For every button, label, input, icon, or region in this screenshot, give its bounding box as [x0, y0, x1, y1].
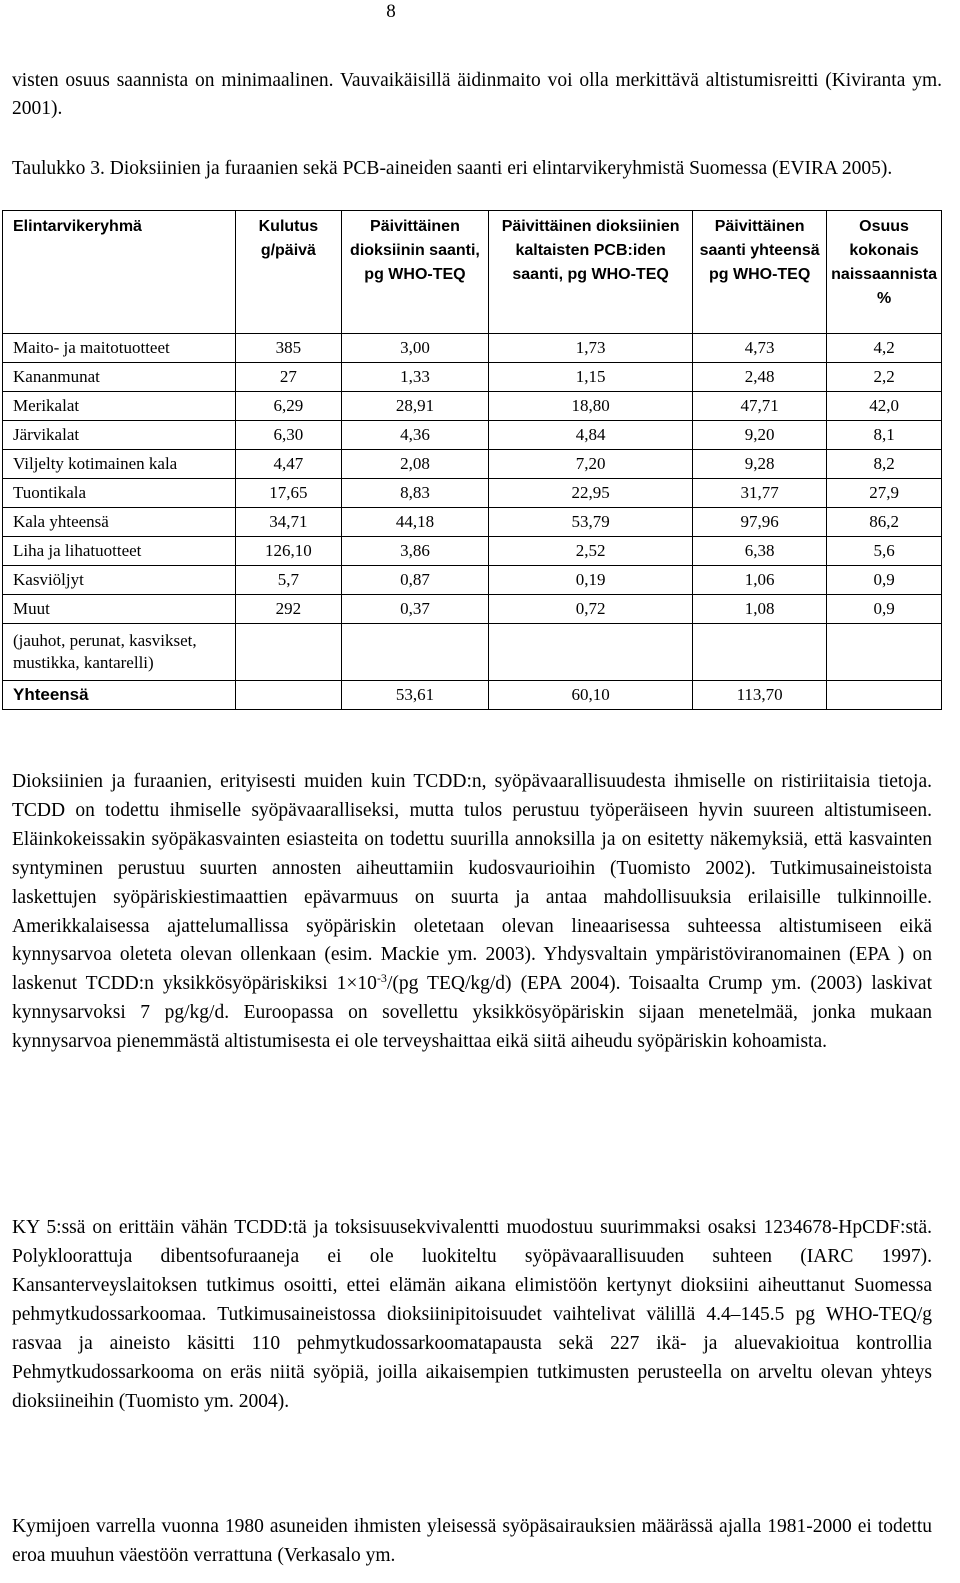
cell-total: 97,96: [693, 508, 827, 537]
table-row: [3, 363, 942, 392]
cell-food-group: Kasviöljyt: [3, 566, 236, 595]
cell-note: (jauhot, perunat, kasvikset, mustikka, kantarelli): [3, 624, 236, 681]
cell-food-group: Viljelty kotimainen kala: [3, 450, 236, 479]
cell-dioxin: 8,83: [341, 479, 488, 508]
table-header-row: [3, 211, 942, 334]
cell-share: 4,2: [827, 334, 942, 363]
cell-share: 86,2: [827, 508, 942, 537]
cell-dioxin: 0,87: [341, 566, 488, 595]
paragraph-text: Dioksiinien ja furaanien, erityisesti muiden kuin TCDD:n, syöpävaarallisuudesta ihmiselle on ristiriitaisia tietoja. TCDD on todettu ihmiselle syöpävaaralliseksi, mutta tulos perustuu työperäiseen hyvin suureen altistumiseen. Eläinkokeissakin syöpäkasvainten esiasteita on todettu suurilla annoksilla ja on esitetty näkemyksiä, että kasvainten syntyminen perustuu suurten annosten aiheuttamiin kudosvaurioihin (Tuomisto 2002). Tutkimusaineistoista laskettujen syöpäriskiestimaattien epävarmuus on suurta ja antaa mahdollisuuksia erilaisille tulkinnoille. Amerikkalaisessa ajattelumallissa syöpäriskin oletetaan olevan lineaarisessa suhteessa altistumiseen eikä kynnysarvoa oleteta olevan ollenkaan (esim. Mackie ym. 2003). Yhdysvaltain ympäristöviranomainen (EPA ) on laskenut TCDD:n yksikkösyöpäriskiksi 1×10: [12, 771, 932, 995]
page-number: 8: [386, 1, 396, 22]
cell-share: 42,0: [827, 392, 942, 421]
cell-food-group: Liha ja lihatuotteet: [3, 537, 236, 566]
cell-pcb: 7,20: [489, 450, 693, 479]
cell-dioxin: 2,08: [341, 450, 488, 479]
cell-empty: [489, 624, 693, 681]
cell-share: 8,1: [827, 421, 942, 450]
cell-food-group: Kala yhteensä: [3, 508, 236, 537]
table-row: [3, 450, 942, 479]
header-share: Osuus kokonais naissaannista %: [827, 211, 942, 334]
cell-consumption: 5,7: [235, 566, 341, 595]
cell-pcb: 2,52: [489, 537, 693, 566]
paragraph-kymijoki: Kymijoen varrella vuonna 1980 asuneiden ihmisten yleisessä syöpäsairauksien määrässä ajalla 1981-2000 ei todettu eroa muuhun väestöön verrattuna (Verkasalo ym.: [12, 1516, 932, 1566]
cell-empty: [827, 624, 942, 681]
cell-consumption: 6,30: [235, 421, 341, 450]
header-food-group: Elintarvikeryhmä: [3, 211, 236, 334]
cell-dioxin: 4,36: [341, 421, 488, 450]
table-caption: Taulukko 3. Dioksiinien ja furaanien sekä PCB-aineiden saanti eri elintarvikeryhmistä Suomessa (EVIRA 2005).: [12, 158, 893, 179]
cell-dioxin: 0,37: [341, 595, 488, 624]
cell-pcb: 0,19: [489, 566, 693, 595]
paragraph-text: /(pg TEQ/kg/d) (EPA 2004). Toisaalta Crump ym. (2003) laskivat kynnysarvoksi 7 pg/kg/d. Euroopassa on sovellettu yksikkösyöpäriskin sijaan menetelmää, jonka mukaan kynnysarvoa pienemmästä altistumisesta ei ole terveyshaittaa eikä siitä aiheudu syöpäriskin kohoamista.: [12, 973, 932, 1053]
cell-consumption: [235, 681, 341, 710]
cell-dioxin: 1,33: [341, 363, 488, 392]
cell-food-group: Tuontikala: [3, 479, 236, 508]
cell-consumption: 17,65: [235, 479, 341, 508]
cell-pcb: 4,84: [489, 421, 693, 450]
cell-total: 9,20: [693, 421, 827, 450]
table-row: [3, 595, 942, 624]
cell-pcb: 18,80: [489, 392, 693, 421]
cell-total: 2,48: [693, 363, 827, 392]
intro-paragraph: visten osuus saannista on minimaalinen. Vauvaikäisillä äidinmaito voi olla merkittävä altistumisreitti (Kiviranta ym. 2001).: [12, 70, 942, 119]
cell-dioxin: 44,18: [341, 508, 488, 537]
cell-total: 1,08: [693, 595, 827, 624]
cell-total: 31,77: [693, 479, 827, 508]
cell-consumption: 292: [235, 595, 341, 624]
cell-share: 27,9: [827, 479, 942, 508]
cell-share: 5,6: [827, 537, 942, 566]
header-pcb-intake: Päivittäinen dioksiinien kaltaisten PCB:iden saanti, pg WHO-TEQ: [489, 211, 693, 334]
cell-dioxin: 53,61: [341, 681, 488, 710]
cell-consumption: 4,47: [235, 450, 341, 479]
cell-total: 6,38: [693, 537, 827, 566]
cell-dioxin: 3,86: [341, 537, 488, 566]
table-total-row: [3, 681, 942, 710]
cell-dioxin: 28,91: [341, 392, 488, 421]
cell-total: 9,28: [693, 450, 827, 479]
table-row: [3, 508, 942, 537]
cell-share: [827, 681, 942, 710]
cell-food-group: Kananmunat: [3, 363, 236, 392]
cell-empty: [235, 624, 341, 681]
cell-pcb: 22,95: [489, 479, 693, 508]
cell-food-group: Muut: [3, 595, 236, 624]
cell-dioxin: 3,00: [341, 334, 488, 363]
cell-consumption: 6,29: [235, 392, 341, 421]
table-row: [3, 334, 942, 363]
cell-total-label: Yhteensä: [3, 681, 236, 710]
cell-total: 113,70: [693, 681, 827, 710]
table-note-row: [3, 624, 942, 681]
cell-total: 1,06: [693, 566, 827, 595]
cell-consumption: 34,71: [235, 508, 341, 537]
table-row: [3, 537, 942, 566]
cell-share: 0,9: [827, 566, 942, 595]
cell-share: 2,2: [827, 363, 942, 392]
cell-empty: [341, 624, 488, 681]
cell-pcb: 1,73: [489, 334, 693, 363]
cell-food-group: Maito- ja maitotuotteet: [3, 334, 236, 363]
table-row: [3, 421, 942, 450]
cell-pcb: 0,72: [489, 595, 693, 624]
paragraph-ky5: KY 5:ssä on erittäin vähän TCDD:tä ja toksisuusekvivalentti muodostuu suurimmaksi osaksi 1234678-HpCDF:stä. Polykloorattuja dibentsofuraaneja ei ole luokiteltu syöpävaarallisuuden suhteen (IARC 1997). Kansanterveyslaitoksen tutkimus osoitti, ettei elämän aikana elimistöön kertynyt dioksiini aiheuttanut Suomessa pehmytkudossarkoomaa. Tutkimusaineistossa dioksiinipitoisuudet vaihtelivat välillä 4.4–145.5 pg WHO-TEQ/g rasvaa ja aineisto käsitti 110 pehmytkudossarkoomatapausta sekä 227 ikä- ja aluevakioitua kontrollia Pehmytkudossarkooma on eräs niitä syöpiä, joilla aikaisempien tutkimusten perusteella on arveltu olevan yhteys dioksiineihin (Tuomisto ym. 2004).: [12, 1217, 932, 1412]
cell-food-group: Merikalat: [3, 392, 236, 421]
exponent: -3: [376, 971, 387, 986]
cell-consumption: 126,10: [235, 537, 341, 566]
table-row: [3, 392, 942, 421]
table-row: [3, 479, 942, 508]
cell-share: 0,9: [827, 595, 942, 624]
cell-empty: [693, 624, 827, 681]
cell-total: 4,73: [693, 334, 827, 363]
table-row: [3, 566, 942, 595]
cell-pcb: 60,10: [489, 681, 693, 710]
cell-total: 47,71: [693, 392, 827, 421]
cell-pcb: 1,15: [489, 363, 693, 392]
intake-table: [2, 210, 942, 710]
header-consumption: Kulutus g/päivä: [235, 211, 341, 334]
cell-food-group: Järvikalat: [3, 421, 236, 450]
cell-consumption: 385: [235, 334, 341, 363]
cell-consumption: 27: [235, 363, 341, 392]
cell-share: 8,2: [827, 450, 942, 479]
cell-pcb: 53,79: [489, 508, 693, 537]
paragraph-carcinogenicity: [12, 768, 932, 1057]
header-total-intake: Päivittäinen saanti yhteensä pg WHO-TEQ: [693, 211, 827, 334]
header-dioxin-intake: Päivittäinen dioksiinin saanti, pg WHO-TEQ: [341, 211, 488, 334]
